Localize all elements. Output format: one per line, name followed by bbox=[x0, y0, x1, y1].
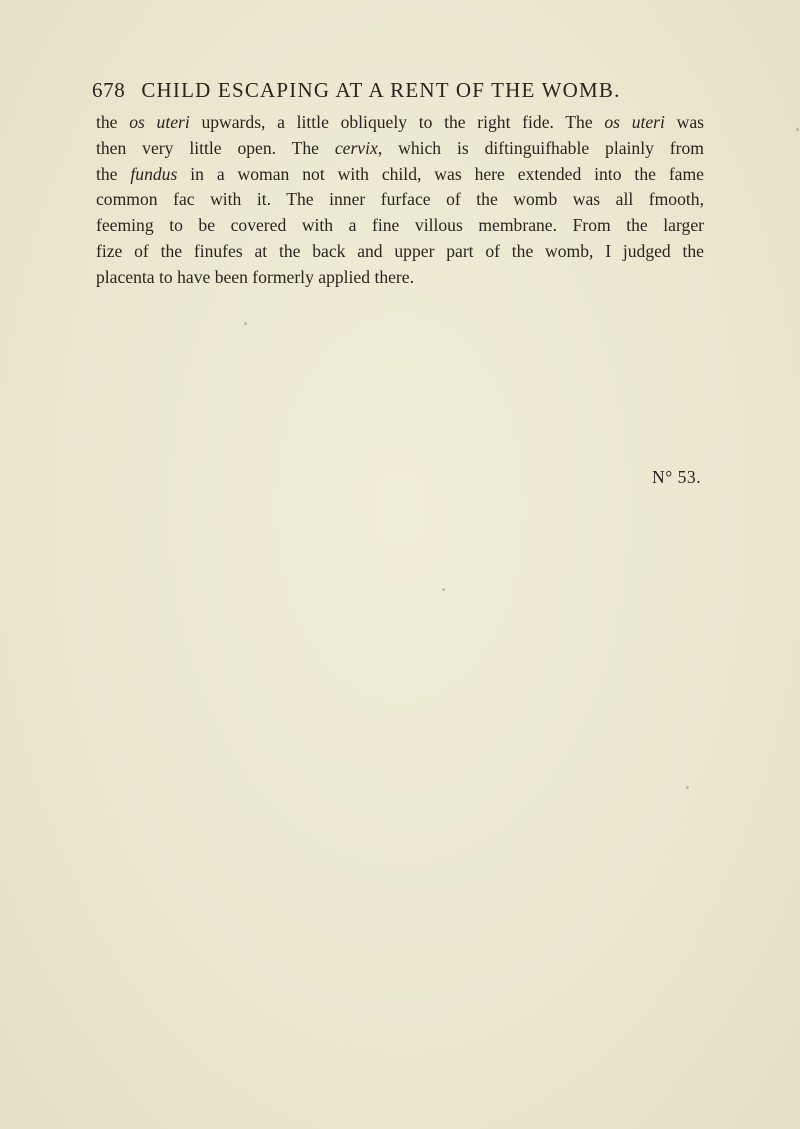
text-line: then very little open. The cervix, which is diftinguifhable plainly from bbox=[96, 137, 704, 158]
text-line: placenta to have been formerly applied there. bbox=[96, 266, 415, 287]
page-number: 678 bbox=[92, 78, 126, 102]
text-line: feeming to be covered with a fine villous membrane. From the larger bbox=[96, 215, 704, 236]
text-line: the os uteri upwards, a little obliquely to the right fide. The os uteri was bbox=[96, 112, 704, 132]
body-paragraph bbox=[96, 110, 704, 291]
text-line: the fundus in a woman not with child, was here extended into the fame bbox=[96, 163, 704, 184]
page-header bbox=[92, 78, 704, 103]
paper-speck bbox=[442, 588, 445, 591]
paper-speck bbox=[686, 786, 689, 789]
running-head: CHILD ESCAPING AT A RENT OF THE WOMB. bbox=[141, 78, 621, 102]
text-line: fize of the finufes at the back and upper part of the womb, I judged the bbox=[96, 240, 704, 261]
text-line: common fac with it. The inner furface of the womb was all fmooth, bbox=[96, 189, 704, 210]
paper-speck bbox=[244, 322, 247, 325]
signature-mark: N° 53. bbox=[652, 467, 702, 487]
paper-speck bbox=[796, 128, 799, 131]
